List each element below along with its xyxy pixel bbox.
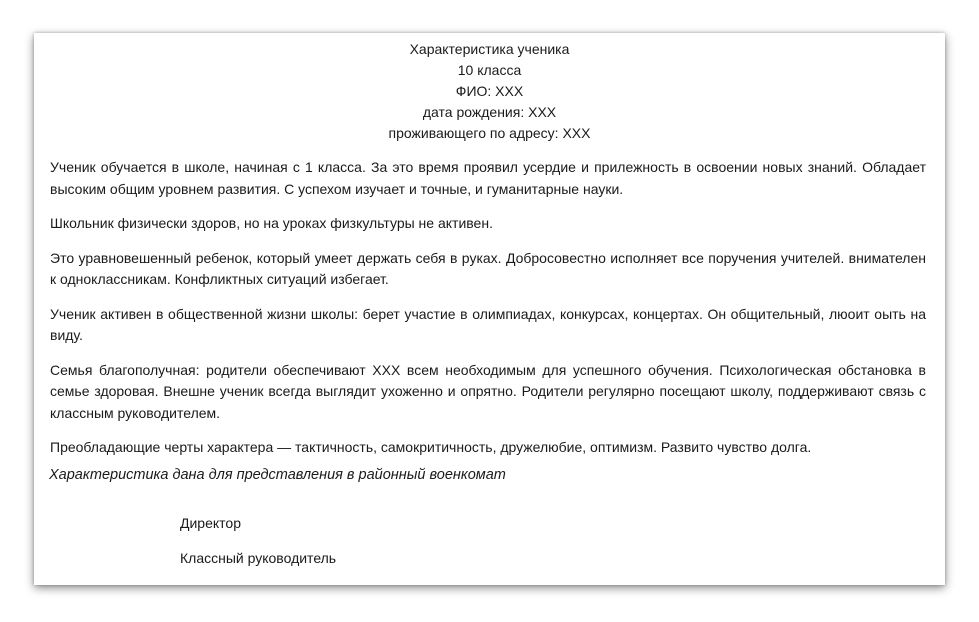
- paragraph-character: Преобладающие черты характера — тактичность, самокритичность, дружелюбие, оптимизм. Развито чувство долга.: [50, 439, 812, 455]
- director-signature-label: Директор: [180, 515, 241, 531]
- purpose-note: Характеристика дана для представления в районный военкомат: [49, 467, 506, 483]
- document-body: [50, 157, 926, 459]
- paragraph-social-life: Ученик активен в общественной жизни школы: берет участие в олимпиадах, конкурсах, концертах. Он общительный, люоит оыть на виду.: [50, 305, 926, 343]
- address-line: проживающего по адресу: ХХХ: [388, 125, 591, 141]
- name-line: ФИО: ХХХ: [455, 83, 524, 99]
- document-page: [34, 33, 945, 585]
- document-header: [34, 39, 945, 144]
- grade-line: 10 класса: [457, 62, 522, 78]
- paragraph-temperament: Это уравновешенный ребенок, который умеет держать себя в руках. Добросовестно исполняет все поручения учителей. внимателен к одноклассникам. Конфликтных ситуаций избегает.: [50, 249, 926, 287]
- paragraph-family: Семья благополучная: родители обеспечивают ХХХ всем необходимым для успешного обучения. Психологическая обстановка в семье здоровая. Внешне ученик всегда выглядит ухоженно и опрятно. Родители регулярно посещают школу, поддерживают связь с классным руководителем.: [50, 361, 926, 421]
- birth-date-line: дата рождения: ХХХ: [422, 104, 557, 120]
- class-teacher-signature-label: Классный руководитель: [180, 550, 337, 566]
- paragraph-study: Ученик обучается в школе, начиная с 1 класса. За это время проявил усердие и прилежность в освоении новых знаний. Обладает высоким общим уровнем развития. С успехом изучает и точные, и гуманитарные науки.: [50, 159, 926, 197]
- paragraph-health: Школьник физически здоров, но на уроках физкультуры не активен.: [50, 215, 493, 231]
- document-title: Характеристика ученика: [409, 41, 570, 57]
